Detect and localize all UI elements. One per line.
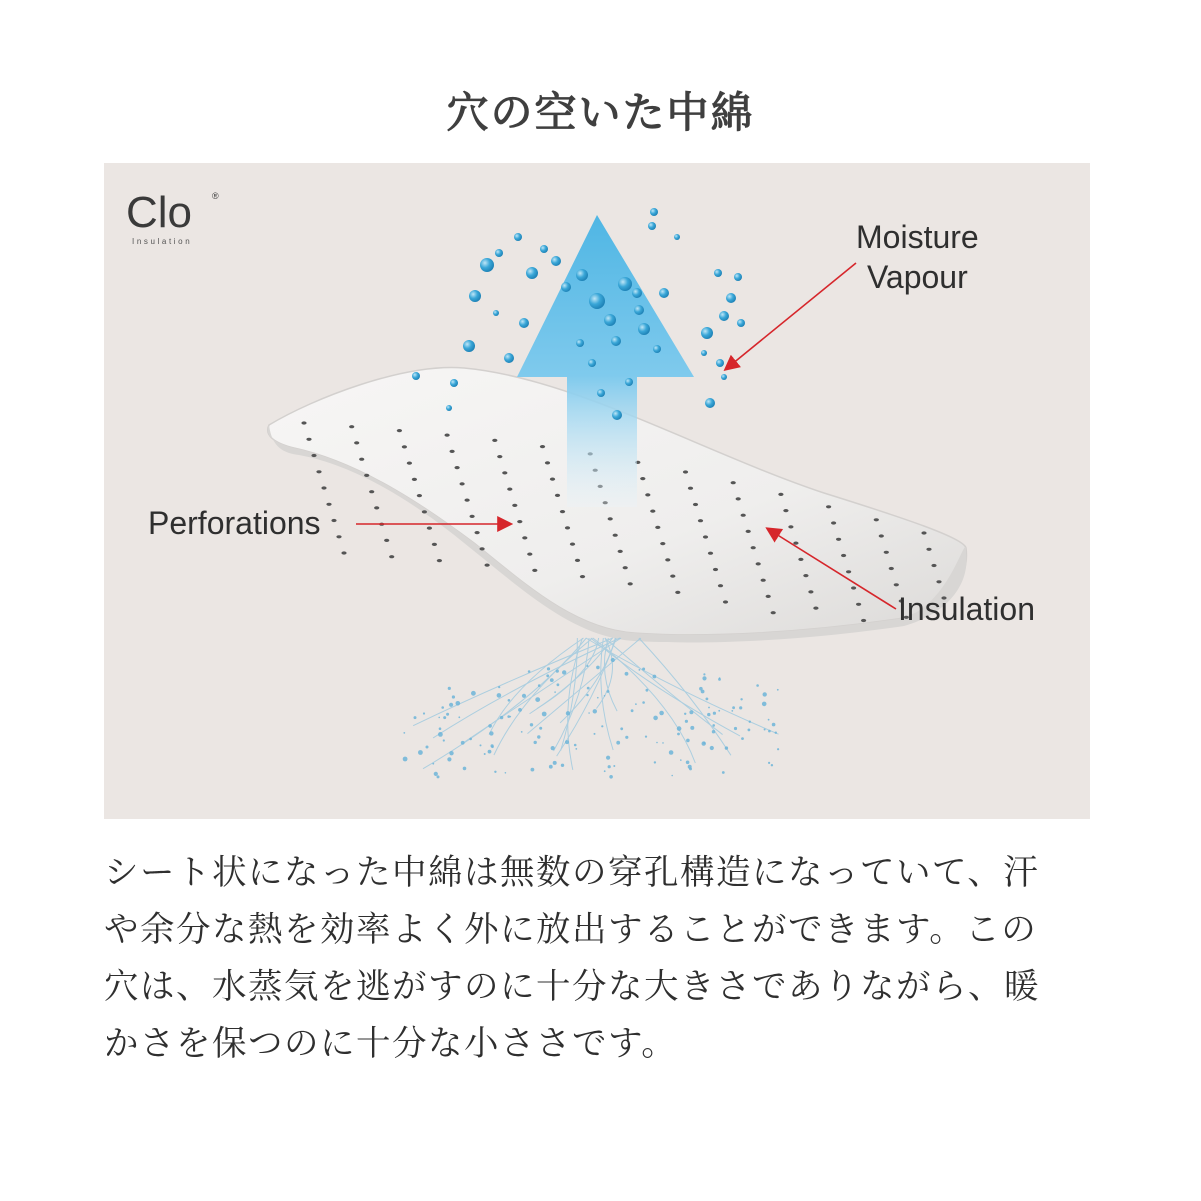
description-text: シート状になった中綿は無数の穿孔構造になっていて、汗 や余分な熱を効率よく外に放出することができます。この 穴は、水蒸気を逃がすのに十分な大きさでありながら、暖 かさを保つのに十分な小ささです。 xyxy=(104,853,1040,1064)
moisture-vapour-label xyxy=(856,217,979,297)
clo-logo xyxy=(126,188,219,246)
moisture-label-line2: Vapour xyxy=(866,259,968,295)
vapour-streams-below xyxy=(403,638,780,779)
perforations-label: Perforations xyxy=(148,505,321,541)
moisture-pointer xyxy=(726,263,856,369)
insulation-label: Insulation xyxy=(898,591,1035,627)
moisture-label-line1: Moisture xyxy=(856,219,979,255)
logo-subtitle: Insulation xyxy=(132,237,193,246)
insulation-diagram xyxy=(104,163,1090,819)
registered-mark: ® xyxy=(212,191,219,201)
logo-wordmark: Clo xyxy=(126,188,193,237)
page-title: 穴の空いた中綿 xyxy=(446,88,755,137)
